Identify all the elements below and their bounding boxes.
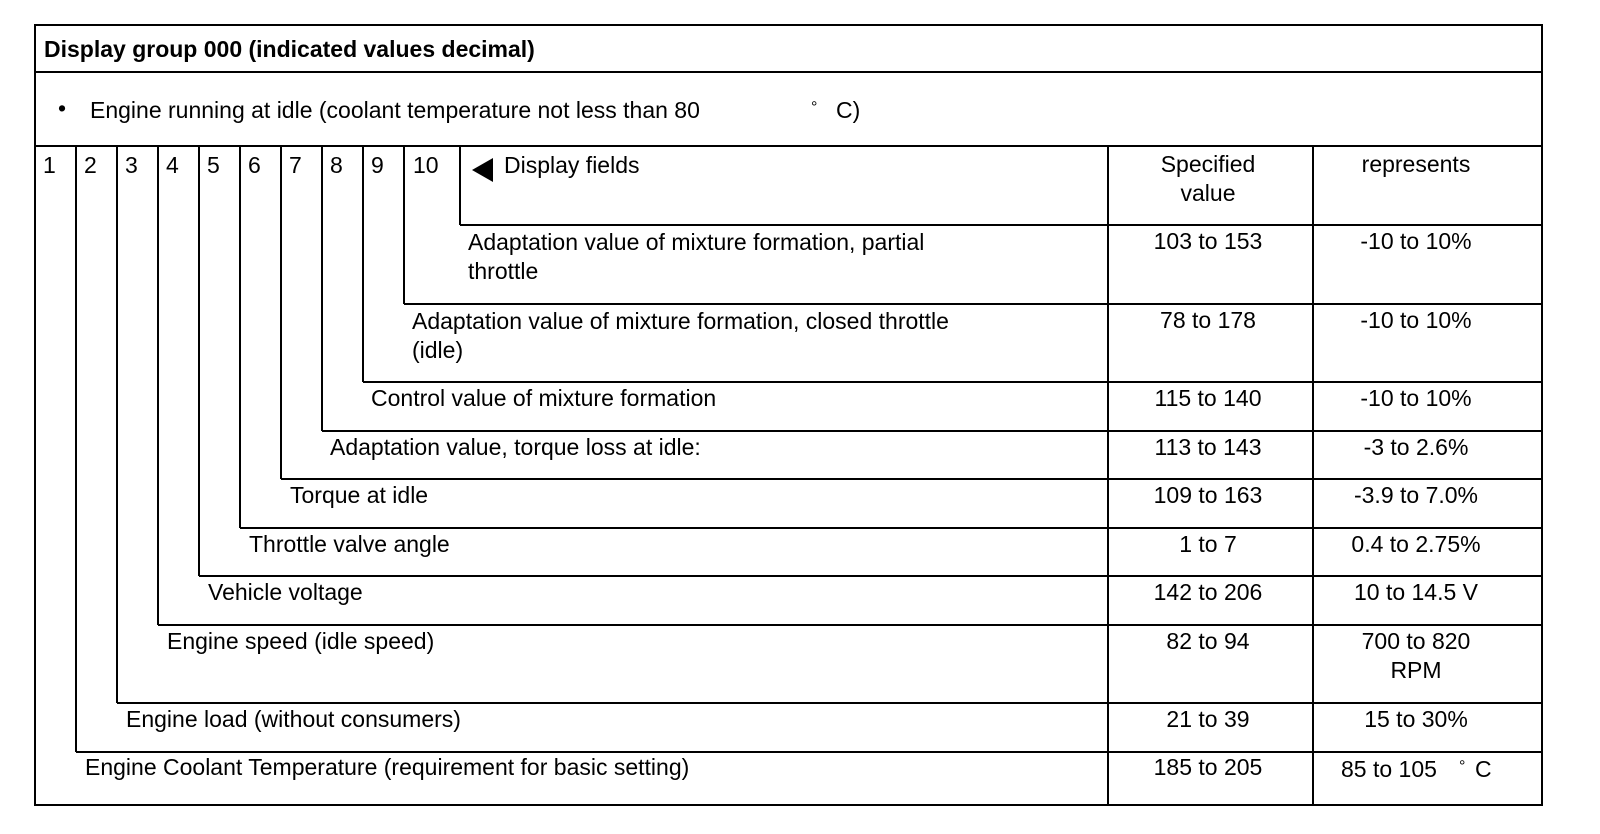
field-number-6: 6 — [248, 152, 261, 178]
represents-unit: C — [1475, 756, 1492, 782]
specified-value: 185 to 205 — [1153, 754, 1263, 780]
field-number-9: 9 — [371, 152, 384, 178]
row-label: Control value of mixture formation — [371, 385, 717, 411]
specified-value: 21 to 39 — [1166, 706, 1250, 732]
specified-value: 82 to 94 — [1166, 628, 1250, 654]
table-row — [208, 579, 1479, 605]
table-row — [330, 434, 1468, 460]
display-fields-label: Display fields — [504, 152, 640, 178]
table-row — [468, 228, 1472, 284]
field-number-4: 4 — [166, 152, 179, 178]
represents-value: 700 to 820 — [1361, 628, 1471, 654]
specified-value: 113 to 143 — [1154, 434, 1262, 460]
specified-header-line2: value — [1180, 180, 1236, 206]
row-label-continued: throttle — [468, 258, 539, 284]
arrow-left-icon — [472, 158, 493, 182]
row-label: Adaptation value of mixture formation, partial — [468, 229, 925, 255]
represents-value: 85 to 105 — [1341, 756, 1437, 782]
table-row — [167, 628, 1470, 683]
row-label: Throttle valve angle — [249, 531, 450, 557]
specified-header-line1: Specified — [1160, 151, 1256, 177]
field-number-8: 8 — [330, 152, 343, 178]
represents-value-continued: RPM — [1390, 657, 1442, 683]
bullet-icon: • — [58, 95, 67, 121]
represents-value: 0.4 to 2.75% — [1351, 531, 1481, 557]
field-number-1: 1 — [43, 152, 56, 178]
row-label-continued: (idle) — [412, 337, 464, 363]
table-row — [126, 706, 1468, 732]
field-number-2: 2 — [84, 152, 97, 178]
field-number-10: 10 — [413, 152, 439, 178]
row-label: Engine speed (idle speed) — [167, 628, 435, 654]
represents-value: 10 to 14.5 V — [1353, 579, 1479, 605]
represents-value: -3.9 to 7.0% — [1353, 482, 1479, 508]
represents-value: -10 to 10% — [1360, 307, 1472, 333]
represents-value: 15 to 30% — [1364, 706, 1468, 732]
table-frame — [35, 25, 1542, 805]
condition-suffix: C) — [836, 97, 861, 123]
field-number-5: 5 — [207, 152, 220, 178]
represents-value: -10 to 10% — [1360, 385, 1472, 411]
specified-value: 142 to 206 — [1153, 579, 1263, 605]
specified-value: 78 to 178 — [1160, 307, 1256, 333]
condition-text: Engine running at idle (coolant temperature not less than 80 — [90, 97, 700, 123]
degree-icon: ° — [1459, 758, 1466, 775]
represents-header: represents — [1361, 151, 1471, 177]
row-label: Engine Coolant Temperature (requirement for basic setting) — [85, 754, 690, 780]
table-title: Display group 000 (indicated values decimal) — [44, 36, 535, 62]
specified-value: 1 to 7 — [1179, 531, 1237, 557]
row-label: Engine load (without consumers) — [126, 706, 461, 732]
specified-value: 109 to 163 — [1153, 482, 1263, 508]
field-number-3: 3 — [125, 152, 138, 178]
field-number-7: 7 — [289, 152, 302, 178]
represents-value: -10 to 10% — [1360, 228, 1472, 254]
table-row — [290, 482, 1478, 508]
row-label: Vehicle voltage — [208, 579, 363, 605]
table-row — [85, 754, 1492, 782]
row-label: Adaptation value, torque loss at idle: — [330, 434, 701, 460]
row-label: Torque at idle — [290, 482, 429, 508]
represents-value: -3 to 2.6% — [1363, 434, 1469, 460]
specified-value: 103 to 153 — [1153, 228, 1263, 254]
table-row — [249, 531, 1481, 557]
degree-icon: ° — [811, 99, 818, 116]
row-label: Adaptation value of mixture formation, closed throttle — [412, 308, 949, 334]
table-row — [371, 385, 1472, 411]
specified-value: 115 to 140 — [1154, 385, 1262, 411]
